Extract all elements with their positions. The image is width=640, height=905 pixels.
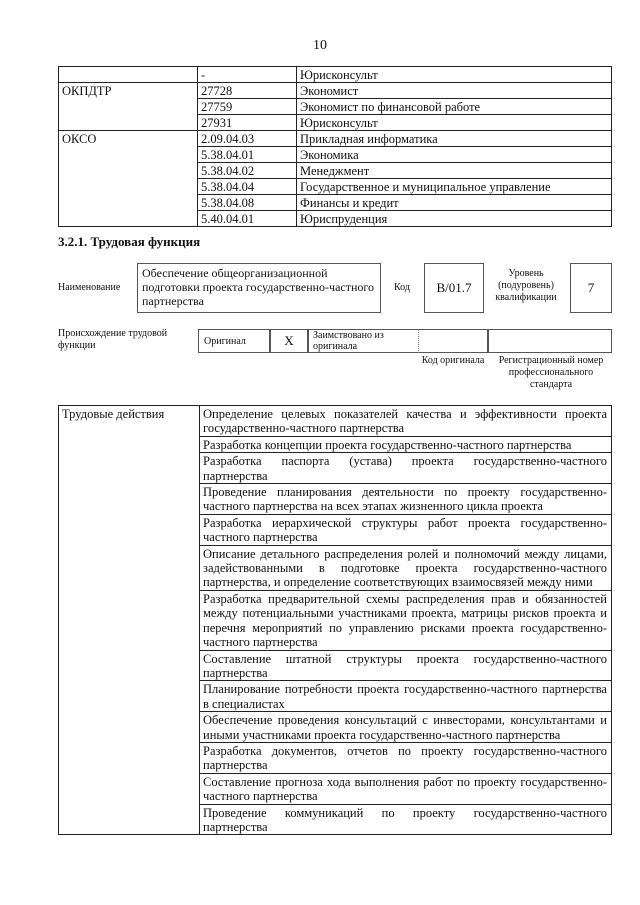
action-item: Проведение планирования деятельности по проекту государственно-частного партнерства на всех этапах жизненного цикла проекта [200,484,612,515]
classifier-code: 27931 [198,115,297,131]
reg-number-cell [488,329,612,353]
original-label: Оригинал [198,329,270,353]
classifier-title: Юрисконсульт [297,67,612,83]
classifier-name: ОКПДТР [59,83,198,131]
page-number: 10 [313,38,327,53]
action-item: Описание детального распределения ролей и полномочий между лицами, задействованными в подготовке проекта государственно-частного партнерства, и определение соответствующих взаимосвязей между ними [200,545,612,590]
function-code: B/01.7 [424,263,484,313]
action-item: Разработка иерархической структуры работ проекта государственно-частного партнерства [200,514,612,545]
classifier-title: Экономист [297,83,612,99]
classifier-code: 27759 [198,99,297,115]
classifier-code: - [198,67,297,83]
classifier-code: 27728 [198,83,297,99]
classifier-row [59,67,612,83]
borrowed-label: Заимствовано из оригинала [308,329,418,353]
classifier-title: Менеджмент [297,163,612,179]
level-label: Уровень (подуровень) квалификации [495,268,557,303]
action-row [59,406,612,437]
classifier-code: 5.38.04.02 [198,163,297,179]
action-item: Обеспечение проведения консультаций с инвесторами, консультантами и иными участниками проекта государственно-частного партнерства [200,712,612,743]
classifier-title: Экономист по финансовой работе [297,99,612,115]
classifier-code: 5.38.04.08 [198,195,297,211]
action-item: Определение целевых показателей качества и эффективности проекта государственно-частного партнерства [200,406,612,437]
section-title: 3.2.1. Трудовая функция [58,234,201,249]
labor-actions-table [58,405,612,835]
action-item: Составление прогноза хода выполнения работ по проекту государственно-частного партнерства [200,773,612,804]
classifier-name [59,67,198,83]
original-code-cell [418,329,488,353]
action-item: Разработка концепции проекта государственно-частного партнерства [200,436,612,452]
classifier-code: 5.38.04.04 [198,179,297,195]
reg-caption: Регистрационный номер профессионального стандарта [498,355,604,390]
classifier-code: 5.38.04.01 [198,147,297,163]
code-label: Код [394,282,410,293]
classifier-code: 2.09.04.03 [198,131,297,147]
classifier-title: Экономика [297,147,612,163]
action-item: Разработка документов, отчетов по проекту государственно-частного партнерства [200,742,612,773]
code-caption: Код оригинала [421,355,485,366]
action-item: Разработка паспорта (устава) проекта государственно-частного партнерства [200,453,612,484]
classifier-title: Государственное и муниципальное управление [297,179,612,195]
name-label: Наименование [58,282,121,293]
action-item: Составление штатной структуры проекта государственно-частного партнерства [200,650,612,681]
classifier-title: Прикладная информатика [297,131,612,147]
classifier-row [59,83,612,99]
action-item: Разработка предварительной схемы распределения прав и обязанностей между потенциальными участниками проекта, матрицы рисков проекта и перечня мероприятий по управлению рисками проекта государственно-частного партнерства [200,590,612,650]
classifier-row [59,131,612,147]
qualification-level: 7 [570,263,612,313]
actions-label: Трудовые действия [59,406,200,835]
action-item: Планирование потребности проекта государственно-частного партнерства в специалистах [200,681,612,712]
classifier-codes-table [58,66,612,227]
classifier-title: Юрисконсульт [297,115,612,131]
classifier-title: Юриспруденция [297,211,612,227]
function-name: Обеспечение общеорганизационной подготовки проекта государственно-частного партнерства [137,263,381,313]
classifier-title: Финансы и кредит [297,195,612,211]
classifier-code: 5.40.04.01 [198,211,297,227]
action-item: Проведение коммуникаций по проекту государственно-частного партнерства [200,804,612,835]
original-mark: X [270,329,308,353]
origin-label: Происхождение трудовой функции [58,328,168,351]
classifier-name: ОКСО [59,131,198,227]
